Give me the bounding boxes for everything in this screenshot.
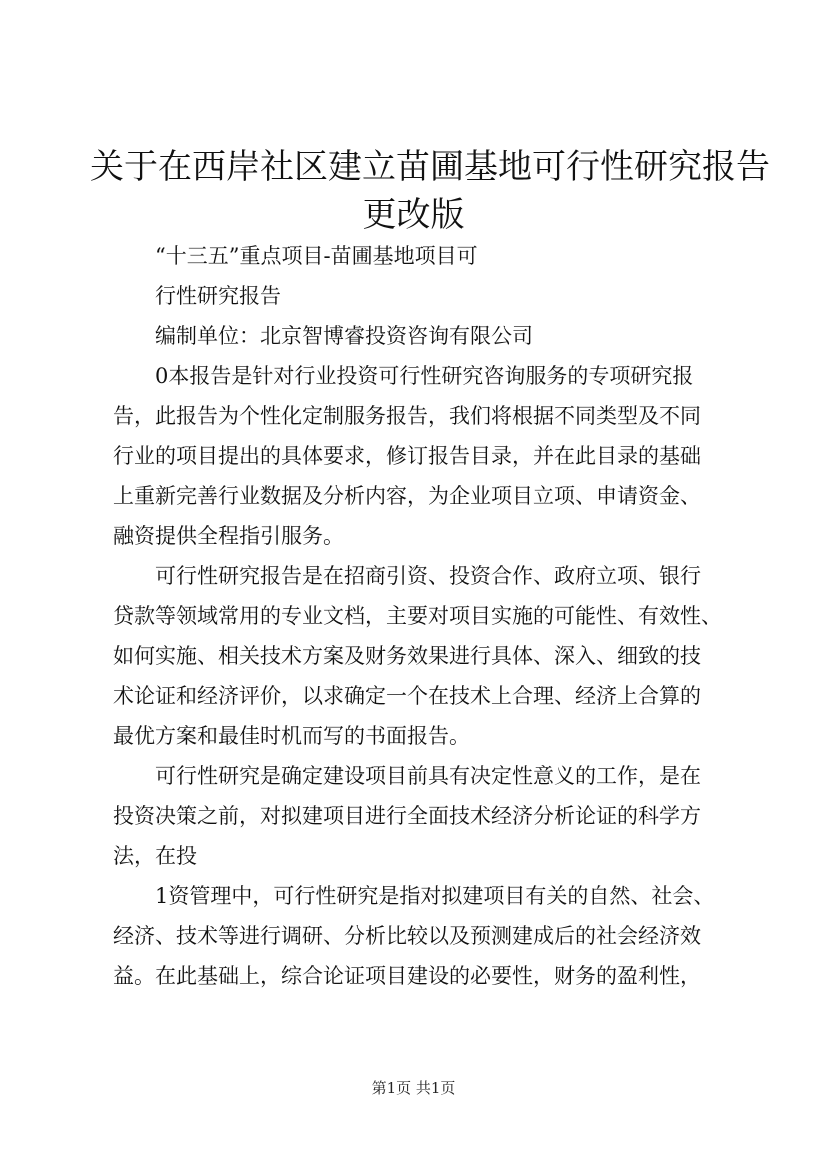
body-line: 投资决策之前，对拟建项目进行全面技术经济分析论证的科学方 <box>113 804 701 828</box>
body-line: 0本报告是针对行业投资可行性研究咨询服务的专项研究报 <box>155 364 694 388</box>
body-line: 1资管理中，可行性研究是指对拟建项目有关的自然、社会、 <box>155 884 715 908</box>
body-line: 经济、技术等进行调研、分析比较以及预测建成后的社会经济效 <box>113 924 701 948</box>
page-footer: 第1页 共1页 <box>371 1079 456 1097</box>
body-line: 行业的项目提出的具体要求，修订报告目录，并在此目录的基础 <box>113 444 701 468</box>
body-line: “十三五”重点项目-苗圃基地项目可 <box>155 244 478 268</box>
title-line-1: 关于在西岸社区建立苗圃基地可行性研究报告 <box>90 147 770 187</box>
body-line: 行性研究报告 <box>155 284 281 308</box>
body-line: 益。在此基础上，综合论证项目建设的必要性，财务的盈利性， <box>113 964 701 988</box>
document-body <box>113 236 738 996</box>
body-line: 融资提供全程指引服务。 <box>113 524 344 548</box>
body-line: 编制单位：北京智博睿投资咨询有限公司 <box>155 324 533 348</box>
body-line: 术论证和经济评价，以求确定一个在技术上合理、经济上合算的 <box>113 684 701 708</box>
body-line: 最优方案和最佳时机而写的书面报告。 <box>113 724 470 748</box>
body-line: 告，此报告为个性化定制服务报告，我们将根据不同类型及不同 <box>113 404 701 428</box>
body-line: 贷款等领域常用的专业文档，主要对项目实施的可能性、有效性、 <box>113 604 722 628</box>
title-line-2: 更改版 <box>362 195 465 235</box>
body-line: 如何实施、相关技术方案及财务效果进行具体、深入、细致的技 <box>113 644 701 668</box>
body-line: 可行性研究报告是在招商引资、投资合作、政府立项、银行 <box>155 564 701 588</box>
body-line: 上重新完善行业数据及分析内容，为企业项目立项、申请资金、 <box>113 484 701 508</box>
document-title <box>90 143 770 239</box>
body-line: 法，在投 <box>113 844 197 868</box>
body-line: 可行性研究是确定建设项目前具有决定性意义的工作，是在 <box>155 764 701 788</box>
